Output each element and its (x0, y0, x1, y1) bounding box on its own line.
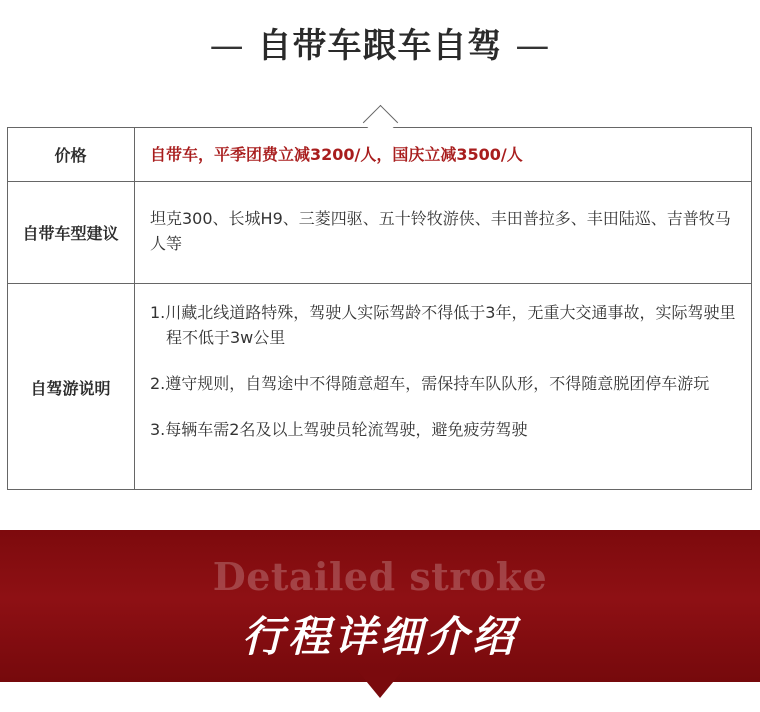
banner-arrow-icon (357, 670, 403, 698)
title-dash-right: — (515, 26, 551, 66)
models-value: 坦克300、长城H9、三菱四驱、五十铃牧游侠、丰田普拉多、丰田陆巡、吉普牧马人等 (150, 209, 731, 253)
banner-title: 行程详细介绍 (241, 612, 518, 661)
notes-label: 自驾游说明 (7, 284, 135, 490)
banner-subtitle-en: Detailed stroke (212, 554, 548, 599)
title-dash-left: — (209, 26, 245, 66)
note-item: 2.遵守规则，自驾途中不得随意超车，需保持车队队形，不得随意脱团停车游玩 (150, 374, 710, 393)
price-label: 价格 (7, 127, 135, 181)
note-item: 3.每辆车需2名及以上驾驶员轮流驾驶，避免疲劳驾驶 (150, 420, 528, 439)
row-models (7, 182, 752, 284)
row-price (7, 127, 752, 182)
row-notes (7, 284, 752, 490)
info-table (7, 127, 752, 490)
price-value: 自带车，平季团费立减3200/人，国庆立减3500/人 (150, 145, 523, 164)
page-title (0, 18, 760, 67)
notes-list (150, 300, 740, 442)
title-text: 自带车跟车自驾 (257, 26, 503, 66)
models-label: 自带车型建议 (7, 182, 135, 283)
note-item: 1.川藏北线道路特殊，驾驶人实际驾龄不得低于3年，无重大交通事故，实际驾驶里程不低于3w公里 (150, 303, 736, 347)
